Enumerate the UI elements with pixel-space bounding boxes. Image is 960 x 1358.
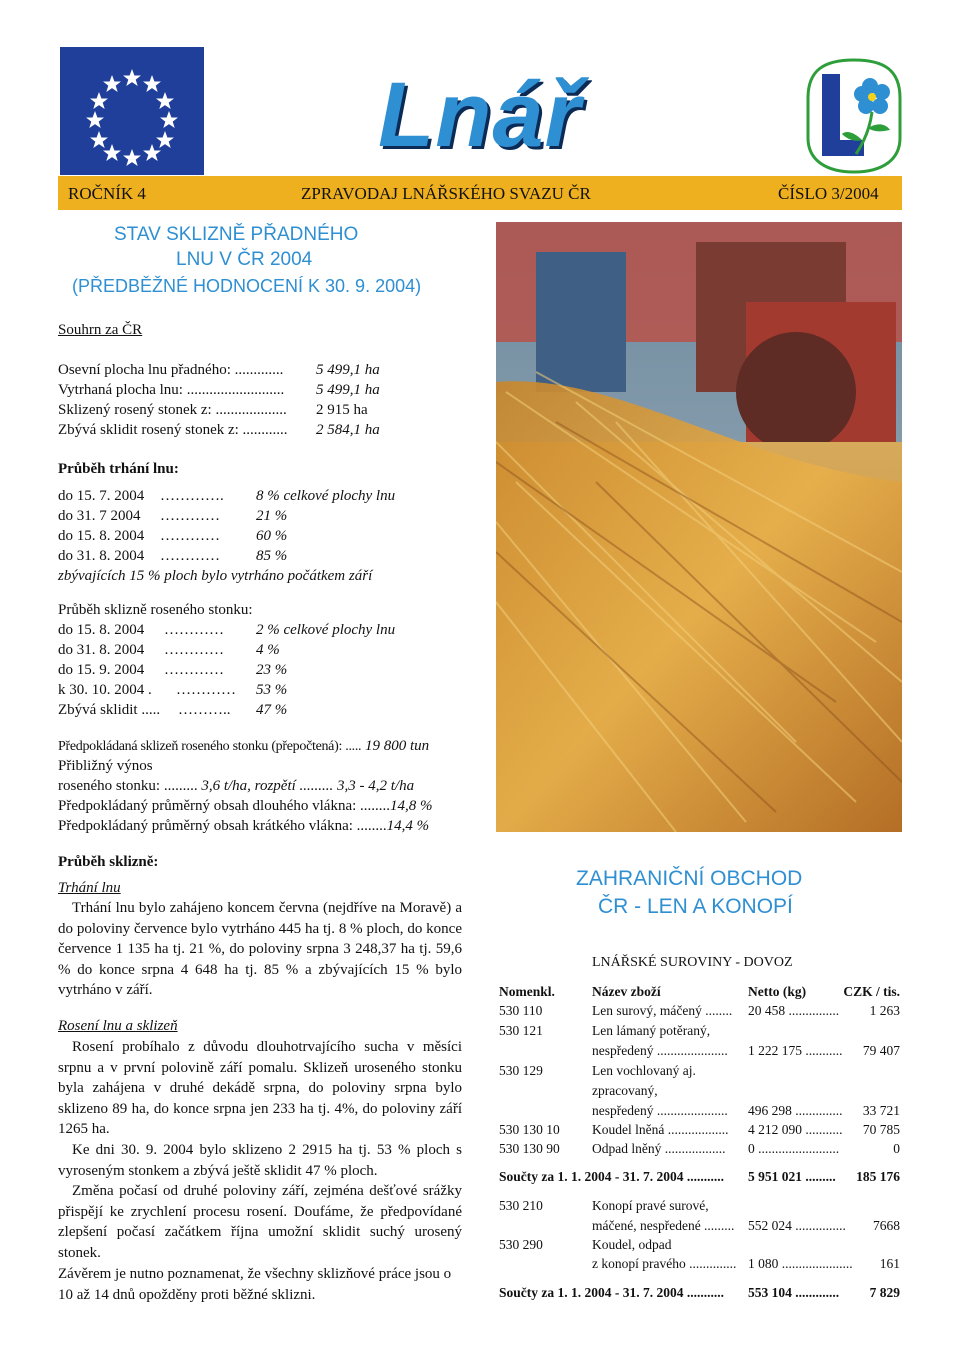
row-name: nespředený ..................... — [592, 1043, 728, 1058]
total-label: Součty za 1. 1. 2004 - 31. 7. 2004 ........... — [499, 1285, 724, 1300]
header-code: Nomenkl. — [499, 984, 555, 999]
masthead-subtitle: ZPRAVODAJ LNÁŘSKÉHO SVAZU ČR — [301, 184, 591, 203]
harvest-leader-4: ………… — [176, 682, 236, 698]
row-code: 530 210 — [499, 1198, 543, 1213]
row-code: 530 129 — [499, 1063, 543, 1078]
section1-title: Trhání lnu — [58, 880, 121, 896]
total-netto: 553 104 ............. — [748, 1285, 840, 1300]
harvest-leader-1: ………… — [164, 622, 224, 638]
row-netto: 20 458 ............... — [748, 1003, 840, 1018]
summary-heading: Souhrn za ČR — [58, 322, 143, 338]
row-code: 530 130 10 — [499, 1122, 560, 1137]
row-name: Koudel lněná .................. — [592, 1122, 729, 1137]
row-netto: 4 212 090 ........... — [748, 1122, 843, 1137]
summary-label-1: Osevní plocha lnu přadného: ............. — [58, 362, 284, 378]
masthead-title: Lnář — [378, 64, 582, 166]
pulling-value-2: 21 % — [256, 508, 288, 524]
pulling-note: zbývajících 15 % ploch bylo vytrháno počátkem září — [58, 568, 373, 584]
trade-title-line1: ZAHRANIČNÍ OBCHOD — [576, 867, 803, 890]
pulling-value-1: 8 % celkové plochy lnu — [256, 488, 396, 504]
pulling-leader-2: ………… — [160, 508, 220, 524]
row-code: 530 110 — [499, 1003, 543, 1018]
summary-value-3: 2 915 ha — [316, 402, 368, 418]
pulling-leader-1: …………. — [160, 488, 224, 504]
harvest-value-3: 23 % — [256, 662, 288, 678]
article-title-line2: LNU V ČR 2004 — [176, 249, 313, 270]
row-name: z konopí pravého .............. — [592, 1256, 737, 1271]
expected-line-2: Přibližný výnos — [58, 758, 153, 774]
eu-flag — [60, 47, 204, 175]
harvest-date-3: do 15. 9. 2004 — [58, 662, 145, 678]
header-czk: CZK / tis. — [843, 984, 900, 999]
expected-line-1: Předpokládaná sklizeň roseného stonku (přepočtená): ..... 19 800 tun — [58, 738, 430, 754]
harvest-leader-5: ……….. — [178, 702, 231, 718]
total-netto: 5 951 021 ......... — [748, 1169, 836, 1184]
row-czk: 161 — [879, 1256, 900, 1271]
harvest-value-1: 2 % celkové plochy lnu — [256, 622, 396, 638]
section1-text: Trhání lnu bylo zahájeno koncem června (nejdříve na Moravě) a do poloviny července bylo vytrháno 445 ha tj. 8 % ploch, do konce července 1 135 ha tj. 21 %, do poloviny srpna 3 248,37 ha tj. 59,6 % do konce srpna 4 648 ha tj. 85 % a zbývajících 15 % bylo vytrháno v září. — [58, 900, 462, 998]
harvest-date-5: Zbývá sklidit ..... — [58, 702, 161, 718]
summary-label-4: Zbývá sklidit rosený stonek z: ............ — [58, 422, 288, 438]
section2-text2: Ke dni 30. 9. 2004 bylo sklizeno 2 2915 ha tj. 53 % ploch s vyroseným stonkem a zbývá ještě sklidit 47 % ploch. — [58, 1142, 462, 1179]
pulling-date-3: do 15. 8. 2004 — [58, 528, 145, 544]
summary-value-2: 5 499,1 ha — [316, 382, 380, 398]
total-czk: 185 176 — [856, 1169, 900, 1184]
article-title-line3: (PŘEDBĚŽNÉ HODNOCENÍ K 30. 9. 2004) — [72, 276, 422, 296]
summary-value-4: 2 584,1 ha — [316, 422, 380, 438]
pulling-date-2: do 31. 7 2004 — [58, 508, 141, 524]
lnar-logo — [804, 58, 904, 174]
row-name: zpracovaný, — [592, 1083, 658, 1098]
harvest-date-2: do 31. 8. 2004 — [58, 642, 145, 658]
row-czk: 7668 — [873, 1218, 900, 1233]
harvest-photo — [496, 222, 902, 832]
row-code: 530 121 — [499, 1023, 543, 1038]
harvest-date-1: do 15. 8. 2004 — [58, 622, 145, 638]
row-netto: 496 298 .............. — [748, 1103, 843, 1118]
harvest-leader-3: ………… — [164, 662, 224, 678]
row-code: 530 290 — [499, 1237, 543, 1252]
pulling-date-4: do 31. 8. 2004 — [58, 548, 145, 564]
trade-title-line2: ČR - LEN A KONOPÍ — [598, 895, 793, 918]
harvest-heading: Průběh sklizně roseného stonku: — [58, 602, 253, 618]
expected-line-3: roseného stonku: ......... 3,6 t/ha, rozpětí ......... 3,3 - 4,2 t/ha — [58, 778, 415, 794]
row-name: nespředený ..................... — [592, 1103, 728, 1118]
expected-line-5: Předpokládaný průměrný obsah krátkého vlákna: ........14,4 % — [58, 818, 430, 834]
header-netto: Netto (kg) — [748, 984, 807, 999]
progress-heading: Průběh sklizně: — [58, 854, 159, 870]
row-name: Odpad lněný .................. — [592, 1141, 726, 1156]
summary-value-1: 5 499,1 ha — [316, 362, 380, 378]
pulling-leader-4: ………… — [160, 548, 220, 564]
row-name: Len surový, máčený ........ — [592, 1003, 733, 1018]
row-name: Koudel, odpad — [592, 1237, 672, 1252]
expected-line-4: Předpokládaný průměrný obsah dlouhého vlákna: ........14,8 % — [58, 798, 433, 814]
harvest-leader-2: ………… — [164, 642, 224, 658]
total-czk: 7 829 — [869, 1285, 900, 1300]
section2-text1: Rosení probíhalo z důvodu dlouhotrvajícího sucha v měsíci srpnu a v první polovině září pomalu. Sklizeň uroseného stonku byla zahájena v druhé dekádě srpna, do poloviny srpna bylo sklizeno 89 ha, do konce srpna jen 233 ha tj. 4%, do poloviny září 1265 ha. — [58, 1039, 462, 1137]
row-code: 530 130 90 — [499, 1141, 560, 1156]
row-name: Len lámaný potěraný, — [592, 1023, 711, 1038]
article-title-line1: STAV SKLIZNĚ PŘADNÉHO — [114, 224, 359, 245]
conclusion-text: Závěrem je nutno poznamenat, že všechny sklizňové práce jsou o 10 až 14 dnů opožděny proti běžné sklizni. — [58, 1266, 452, 1303]
pulling-value-3: 60 % — [256, 528, 288, 544]
row-czk: 79 407 — [862, 1043, 900, 1058]
issue-number: ČÍSLO 3/2004 — [778, 184, 879, 203]
trade-table-title: LNÁŘSKÉ SUROVINY - DOVOZ — [592, 955, 793, 970]
summary-label-3: Sklizený rosený stonek z: ................... — [58, 402, 287, 418]
harvest-date-4: k 30. 10. 2004 . — [58, 682, 152, 698]
row-czk: 1 263 — [869, 1003, 900, 1018]
pulling-date-1: do 15. 7. 2004 — [58, 488, 145, 504]
row-name: Konopí pravé surové, — [592, 1198, 709, 1213]
row-netto: 0 ........................ — [748, 1141, 840, 1156]
summary-label-2: Vytrhaná plocha lnu: .......................... — [58, 382, 285, 398]
section2-title: Rosení lnu a sklizeň — [58, 1018, 178, 1034]
total-label: Součty za 1. 1. 2004 - 31. 7. 2004 ........... — [499, 1169, 724, 1184]
pulling-heading: Průběh trhání lnu: — [58, 461, 179, 477]
row-netto: 1 222 175 ........... — [748, 1043, 843, 1058]
row-czk: 33 721 — [862, 1103, 900, 1118]
pulling-leader-3: ………… — [160, 528, 220, 544]
pulling-value-4: 85 % — [256, 548, 288, 564]
volume-label: ROČNÍK 4 — [68, 184, 146, 203]
row-name: Len vochlovaný aj. — [592, 1063, 696, 1078]
section2-text3: Změna počasí od druhé poloviny září, zejména dešťové srážky přispějí ke zrychlení procesu rosení. Doufáme, že předpovídané zlepšení počasí začátkem října umožní sklidit suchý urosený stonek. — [58, 1183, 462, 1261]
harvest-value-5: 47 % — [256, 702, 288, 718]
row-czk: 0 — [893, 1141, 900, 1156]
harvest-value-4: 53 % — [256, 682, 288, 698]
row-netto: 552 024 ............... — [748, 1218, 846, 1233]
header-name: Název zboží — [592, 984, 661, 999]
row-netto: 1 080 ..................... — [748, 1256, 853, 1271]
row-name: máčené, nespředené ......... — [592, 1218, 735, 1233]
harvest-value-2: 4 % — [256, 642, 280, 658]
row-czk: 70 785 — [862, 1122, 900, 1137]
